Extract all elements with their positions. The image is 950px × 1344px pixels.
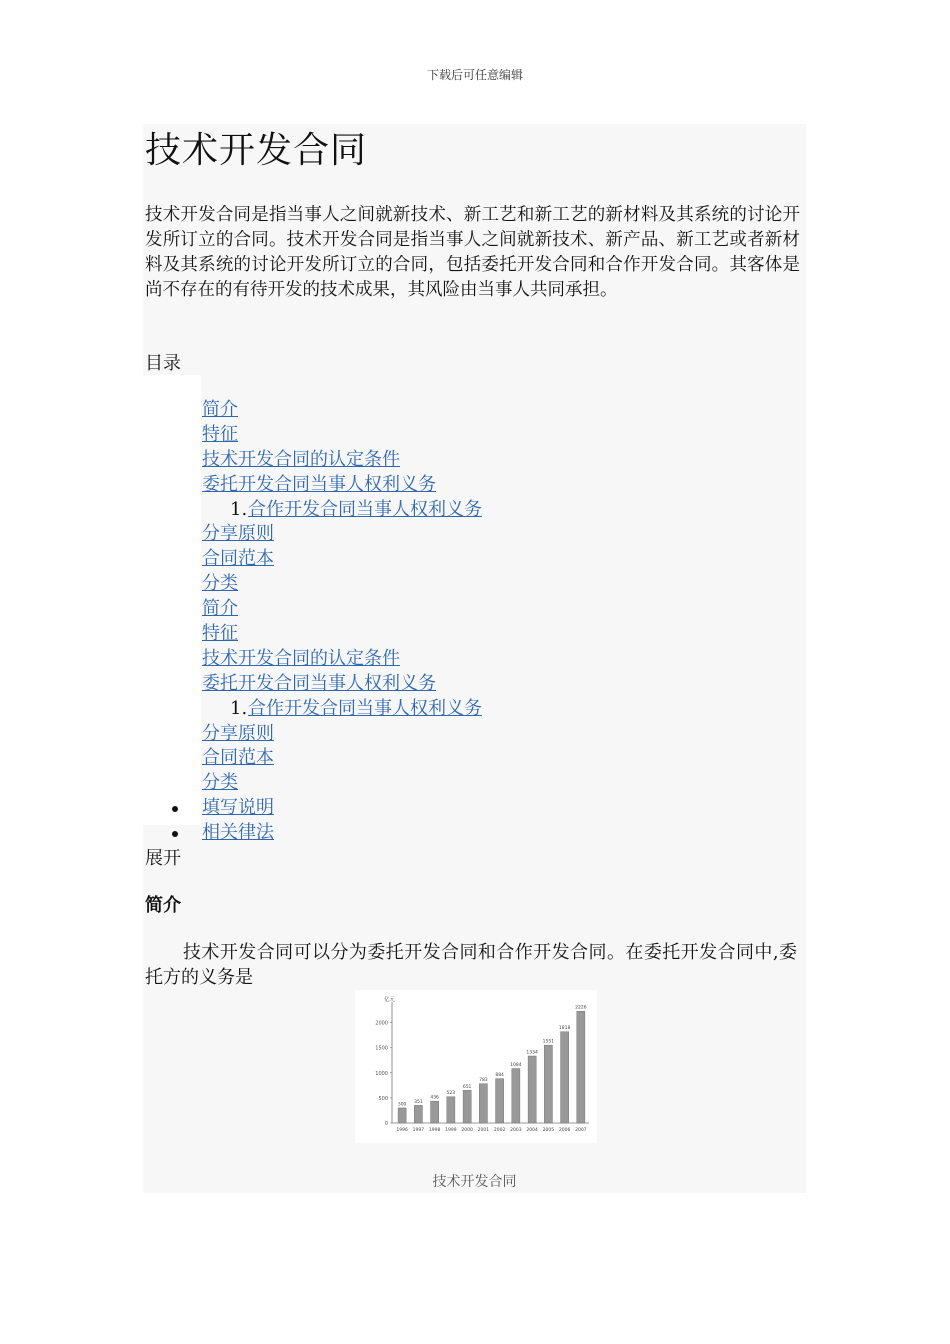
y-tick-label: 0 (384, 1121, 388, 1127)
toc-link[interactable]: 合作开发合同当事人权利义务 (248, 697, 482, 719)
toc-item (202, 473, 436, 498)
intro-paragraph: 技术开发合同是指当事人之间就新技术、新工艺和新工艺的新材料及其系统的讨论开发所订立的合同。技术开发合同是指当事人之间就新技术、新产品、新工艺或者新材料及其系统的讨论开发所订立的合同，包括委托开发合同和合作开发合同。其客体是尚不存在的有待开发的技术成果，其风险由当事人共同承担。 (145, 205, 800, 300)
toc-item (202, 498, 482, 523)
toc-link[interactable]: 特征 (202, 623, 238, 645)
section-heading: 简介 (145, 895, 181, 916)
page-title: 技术开发合同 (145, 130, 368, 171)
toc-link[interactable]: 技术开发合同的认定条件 (202, 647, 400, 669)
bar-value-label: 436 (430, 1095, 439, 1101)
bar-value-label: 300 (397, 1102, 407, 1108)
bar-value-label: 1334 (526, 1050, 538, 1056)
bar-value-label: 651 (462, 1084, 472, 1090)
toc-item (202, 796, 436, 821)
toc-item-number: 1. (230, 697, 248, 719)
toc-item (202, 572, 436, 597)
bar (431, 1101, 439, 1123)
bar (414, 1105, 422, 1123)
toc-item (202, 771, 436, 796)
x-tick-label: 1999 (445, 1128, 457, 1133)
toc-link[interactable]: 分享原则 (202, 523, 274, 545)
bar-value-label: 523 (446, 1091, 456, 1097)
header-note: 下载后可任意编辑 (426, 68, 523, 82)
toc-item (202, 522, 436, 547)
toc-link[interactable]: 合同范本 (202, 548, 274, 570)
toc-item (202, 821, 436, 846)
x-tick-label: 2003 (510, 1128, 522, 1133)
toc-link[interactable]: 相关律法 (202, 822, 274, 844)
toc-link[interactable]: 合同范本 (202, 747, 274, 769)
bar-chart-image (355, 990, 597, 1143)
toc-link[interactable]: 分类 (202, 772, 238, 794)
toc-link[interactable]: 分享原则 (202, 722, 274, 744)
bar-value-label: 783 (479, 1078, 488, 1084)
toc-item (202, 448, 436, 473)
toc-link[interactable]: 委托开发合同当事人权利义务 (202, 672, 436, 694)
toc-link[interactable]: 技术开发合同的认定条件 (202, 448, 400, 470)
toc-link[interactable]: 合作开发合同当事人权利义务 (248, 498, 482, 520)
toc-link[interactable]: 填写说明 (202, 797, 274, 819)
toc-link[interactable]: 简介 (202, 598, 238, 620)
x-tick-label: 1997 (412, 1128, 425, 1133)
bar (496, 1079, 504, 1123)
toc-item (202, 722, 436, 747)
y-tick-label: 1000 (375, 1070, 388, 1077)
bar (398, 1108, 406, 1123)
toc-link[interactable]: 委托开发合同当事人权利义务 (202, 473, 436, 495)
toc-item (202, 746, 436, 771)
bar-value-label: 1084 (510, 1063, 522, 1069)
toc-item (202, 547, 436, 572)
bar-value-label: 884 (495, 1073, 504, 1079)
toc-item (202, 398, 436, 423)
bar (561, 1032, 569, 1123)
section-paragraph: 技术开发合同可以分为委托开发合同和合作开发合同。在委托开发合同中,委托方的义务是 (145, 942, 797, 988)
bar-value-label: 1818 (558, 1026, 571, 1032)
y-tick-label: 2000 (375, 1020, 388, 1027)
x-tick-label: 2002 (493, 1128, 506, 1133)
x-tick-label: 1998 (428, 1128, 441, 1133)
x-tick-label: 2000 (461, 1128, 473, 1133)
bar (512, 1069, 520, 1123)
bar-value-label: 351 (414, 1099, 423, 1105)
bar-chart (355, 990, 597, 1143)
bar (544, 1045, 552, 1123)
toc-label: 目录 (145, 353, 181, 374)
toc-item (202, 697, 482, 722)
toc-link[interactable]: 特征 (202, 423, 238, 445)
toc-link[interactable]: 分类 (202, 573, 238, 595)
toc-item (202, 622, 436, 647)
toc-item (202, 597, 436, 622)
bar-value-label: 1551 (542, 1039, 555, 1045)
bar (447, 1097, 455, 1123)
x-tick-label: 2001 (477, 1128, 490, 1133)
toc-item (202, 672, 436, 697)
toc-link[interactable]: 简介 (202, 399, 238, 420)
toc-item (202, 647, 436, 672)
x-tick-label: 2007 (575, 1128, 587, 1133)
x-tick-label: 1996 (396, 1128, 408, 1133)
y-unit-label: 亿元 (384, 997, 396, 1003)
bar (577, 1011, 585, 1123)
x-tick-label: 2004 (526, 1128, 538, 1133)
bar (479, 1084, 487, 1123)
bar (463, 1090, 471, 1123)
y-tick-label: 500 (378, 1095, 388, 1102)
bar (528, 1056, 536, 1123)
y-tick-label: 1500 (375, 1045, 388, 1052)
toc-item-number: 1. (230, 498, 248, 520)
x-tick-label: 2005 (542, 1128, 555, 1133)
x-tick-label: 2006 (558, 1128, 571, 1133)
toc-item (202, 423, 436, 448)
bar-value-label: 2226 (575, 1005, 587, 1011)
figure-caption: 技术开发合同 (432, 1174, 517, 1190)
table-of-contents (202, 398, 482, 846)
expand-toggle[interactable]: 展开 (145, 848, 181, 869)
toc-background (143, 375, 201, 825)
